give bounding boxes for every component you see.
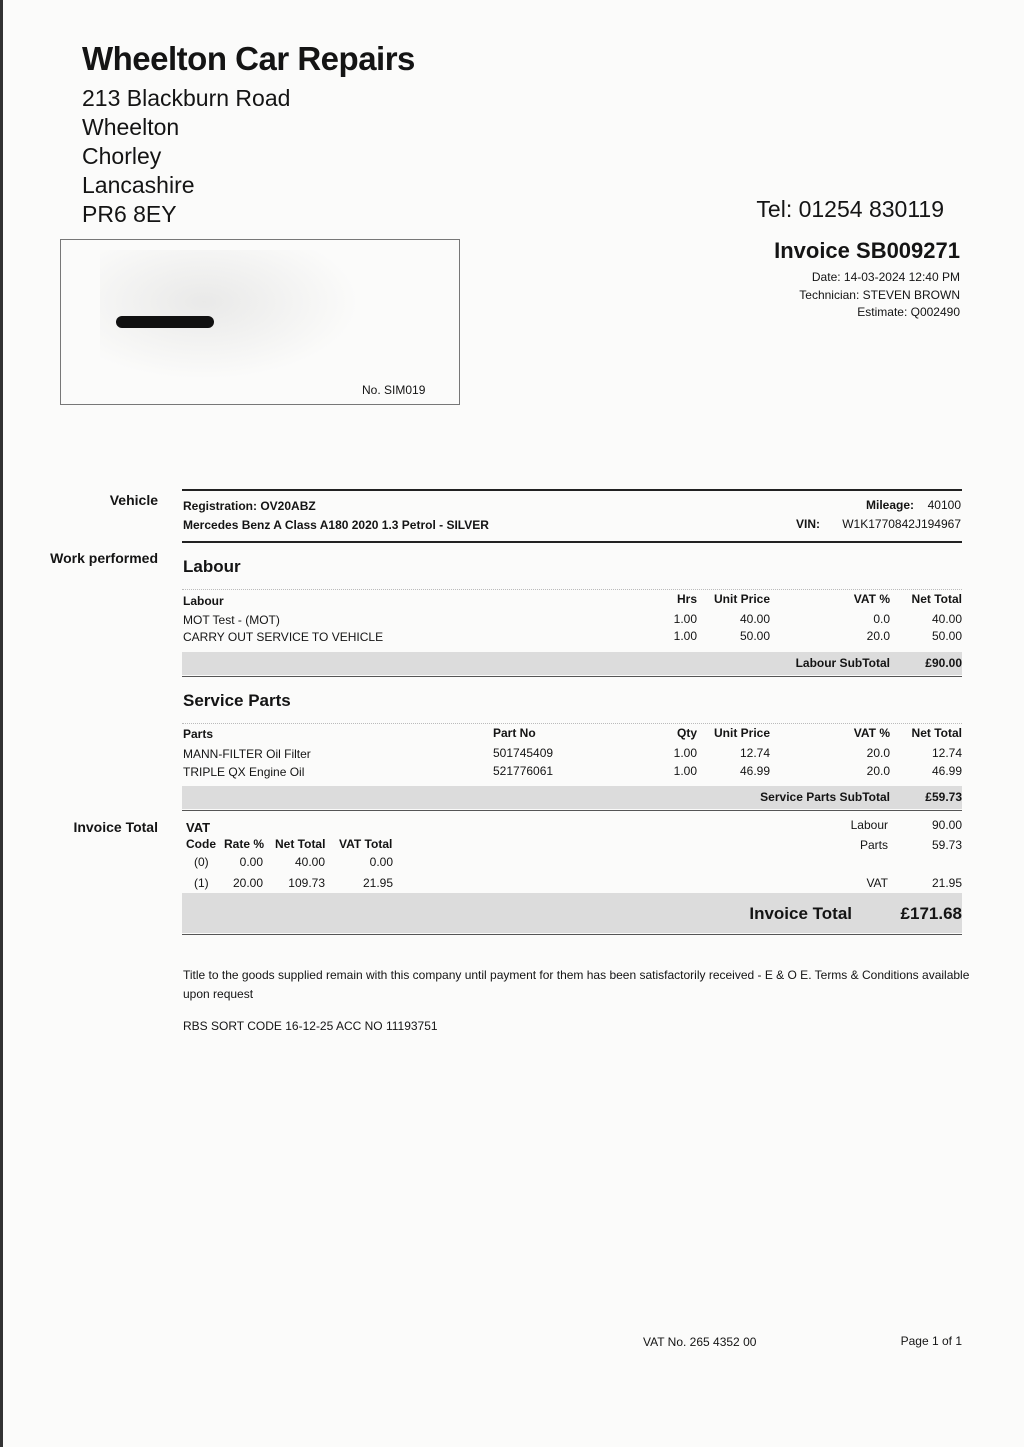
labour-row-net: 50.00 — [931, 629, 962, 643]
labour-row-hrs: 1.00 — [673, 612, 697, 626]
vat-col-vat: VAT Total — [339, 837, 393, 851]
registration: Registration: OV20ABZ — [183, 499, 316, 513]
vat-table-title: VAT — [186, 820, 211, 835]
labour-col-desc: Labour — [183, 594, 224, 608]
parts-subtotal-label: Service Parts SubTotal — [760, 790, 890, 804]
vat-row-vat: 21.95 — [362, 876, 393, 890]
company-name: Wheelton Car Repairs — [82, 40, 415, 77]
vat-row-rate: 20.00 — [232, 876, 263, 890]
totals-labour-label: Labour — [850, 818, 888, 832]
totals-vat-label: VAT — [866, 876, 888, 890]
vat-col-rate: Rate % — [224, 837, 265, 851]
mileage-label: Mileage: — [865, 498, 914, 512]
totals-labour-value: 90.00 — [931, 818, 962, 832]
invoice-number: Invoice SB009271 — [774, 238, 960, 263]
labour-row-desc: CARRY OUT SERVICE TO VEHICLE — [183, 630, 384, 644]
totals-bottom-rule — [182, 934, 962, 935]
parts-row-unit: 46.99 — [739, 764, 770, 778]
parts-row-desc: MANN-FILTER Oil Filter — [183, 747, 311, 761]
labour-header-rule — [182, 589, 962, 590]
labour-row-desc: MOT Test - (MOT) — [183, 613, 280, 627]
parts-row-desc: TRIPLE QX Engine Oil — [183, 765, 305, 779]
parts-heading: Service Parts — [183, 691, 291, 710]
vat-row-net: 109.73 — [288, 876, 325, 890]
labour-subtotal-value: £90.00 — [925, 656, 962, 670]
vehicle-top-rule — [182, 489, 962, 491]
parts-row-vat: 20.0 — [866, 746, 890, 760]
labour-col-unit: Unit Price — [713, 592, 770, 606]
vehicle-description: Mercedes Benz A Class A180 2020 1.3 Petrol - SILVER — [183, 518, 489, 532]
parts-col-net: Net Total — [911, 726, 962, 740]
invoice-estimate: Estimate: Q002490 — [857, 305, 960, 319]
vat-row-vat: 0.00 — [369, 855, 393, 869]
bank-details: RBS SORT CODE 16-12-25 ACC NO 11193751 — [183, 1019, 438, 1033]
telephone: Tel: 01254 830119 — [756, 196, 944, 222]
invoice-date: Date: 14-03-2024 12:40 PM — [811, 270, 960, 284]
address-line: Lancashire — [82, 172, 195, 198]
address-line: Chorley — [82, 143, 162, 169]
vat-row-rate: 0.00 — [239, 855, 263, 869]
invoice-total-section-label: Invoice Total — [73, 819, 158, 835]
labour-subtotal-label: Labour SubTotal — [795, 656, 890, 670]
redaction-bar — [116, 316, 214, 328]
labour-row-vat: 0.0 — [873, 612, 890, 626]
vat-row-code: (0) — [194, 855, 209, 869]
vin-value: W1K1770842J194967 — [842, 517, 961, 531]
totals-parts-label: Parts — [859, 838, 888, 852]
parts-col-vat: VAT % — [853, 726, 890, 740]
parts-row-qty: 1.00 — [673, 746, 697, 760]
address-line: PR6 8EY — [82, 201, 177, 227]
parts-row-unit: 12.74 — [739, 746, 770, 760]
vat-col-net: Net Total — [275, 837, 326, 851]
labour-col-net: Net Total — [911, 592, 962, 606]
scan-edge — [0, 0, 3, 1447]
address-line: Wheelton — [82, 114, 180, 140]
invoice-total-label: Invoice Total — [749, 904, 852, 923]
vin-label: VIN: — [796, 517, 820, 531]
vat-row-net: 40.00 — [294, 855, 325, 869]
parts-row-net: 12.74 — [931, 746, 962, 760]
labour-row-unit: 40.00 — [739, 612, 770, 626]
parts-row-qty: 1.00 — [673, 764, 697, 778]
invoice-total-value: £171.68 — [900, 904, 962, 923]
vehicle-bottom-rule — [182, 541, 962, 543]
vat-col-code: Code — [186, 837, 216, 851]
vat-registration-number: VAT No. 265 4352 00 — [643, 1335, 757, 1349]
parts-row-partno: 501745409 — [493, 746, 554, 760]
totals-parts-value: 59.73 — [931, 838, 962, 852]
labour-row-vat: 20.0 — [866, 629, 890, 643]
parts-col-qty: Qty — [676, 726, 697, 740]
address-line: 213 Blackburn Road — [82, 85, 291, 111]
mileage-value: 40100 — [927, 498, 961, 512]
work-performed-label: Work performed — [50, 550, 158, 566]
labour-col-vat: VAT % — [853, 592, 890, 606]
parts-row-partno: 521776061 — [493, 764, 554, 778]
labour-row-hrs: 1.00 — [673, 629, 697, 643]
labour-col-hrs: Hrs — [676, 592, 697, 606]
customer-account-number: No. SIM019 — [362, 383, 426, 397]
invoice-technician: Technician: STEVEN BROWN — [799, 288, 960, 302]
page-number: Page 1 of 1 — [900, 1334, 962, 1348]
redacted-smudge — [100, 250, 360, 380]
totals-vat-value: 21.95 — [931, 876, 962, 890]
parts-subtotal-value: £59.73 — [925, 790, 962, 804]
labour-row-unit: 50.00 — [739, 629, 770, 643]
parts-row-net: 46.99 — [931, 764, 962, 778]
parts-col-partno: Part No — [493, 726, 536, 740]
parts-col-unit: Unit Price — [713, 726, 770, 740]
parts-bottom-rule — [182, 810, 962, 811]
labour-bottom-rule — [182, 676, 962, 677]
parts-col-desc: Parts — [183, 727, 214, 741]
vat-row-code: (1) — [194, 876, 209, 890]
parts-header-rule — [182, 723, 962, 724]
terms-disclaimer: Title to the goods supplied remain with this company until payment for them has been satisfactorily received - E & O E. Terms & Conditions available upon request — [183, 968, 970, 1001]
parts-row-vat: 20.0 — [866, 764, 890, 778]
vehicle-label: Vehicle — [109, 492, 158, 508]
labour-row-net: 40.00 — [931, 612, 962, 626]
labour-heading: Labour — [183, 557, 241, 576]
